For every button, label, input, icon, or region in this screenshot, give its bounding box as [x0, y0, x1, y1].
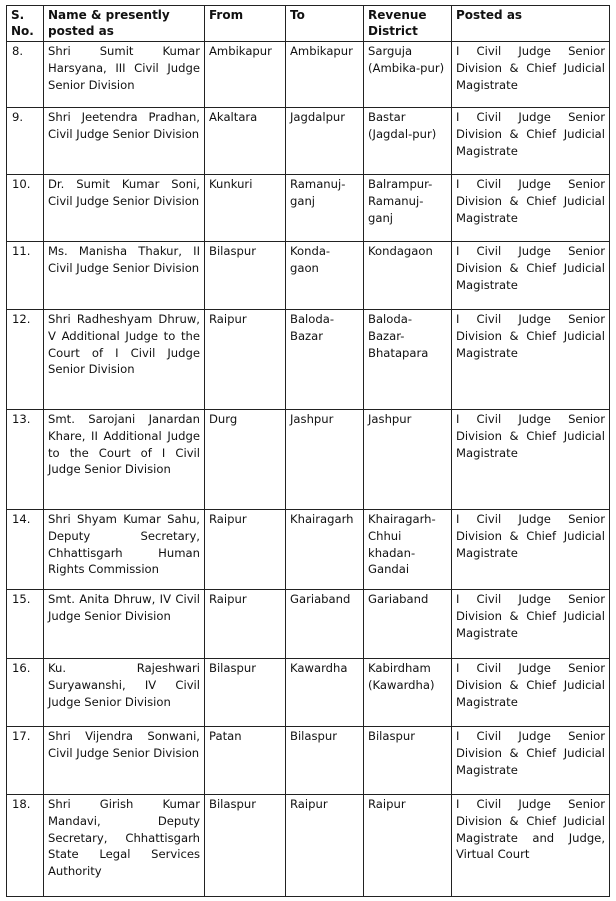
cell-from: Kunkuri: [205, 175, 286, 242]
cell-posted: I Civil Judge Senior Division & Chief Judicial Magistrate: [452, 659, 610, 727]
table-row: [7, 795, 610, 897]
cell-name: Shri Vijendra Sonwani, Civil Judge Senior Division: [44, 727, 205, 795]
header-posted: Posted as: [452, 6, 610, 42]
cell-name: Smt. Sarojani Janardan Khare, II Additional Judge to the Court of I Civil Judge Senior Division: [44, 410, 205, 510]
cell-to: Konda-gaon: [286, 242, 364, 310]
cell-to: Raipur: [286, 795, 364, 897]
cell-from: Raipur: [205, 590, 286, 659]
cell-sno: 10.: [7, 175, 44, 242]
table-row: [7, 310, 610, 410]
cell-sno: 12.: [7, 310, 44, 410]
cell-district: Baloda-Bazar-Bhatapara: [364, 310, 452, 410]
cell-posted: I Civil Judge Senior Division & Chief Judicial Magistrate: [452, 590, 610, 659]
cell-from: Durg: [205, 410, 286, 510]
header-name: Name & presently posted as: [44, 6, 205, 42]
table-row: [7, 410, 610, 510]
header-from: From: [205, 6, 286, 42]
cell-sno: 14.: [7, 510, 44, 590]
header-to: To: [286, 6, 364, 42]
cell-name: Shri Radheshyam Dhruw, V Additional Judge to the Court of I Civil Judge Senior Division: [44, 310, 205, 410]
cell-from: Bilaspur: [205, 795, 286, 897]
cell-district: Balrampur-Ramanuj-ganj: [364, 175, 452, 242]
cell-posted: I Civil Judge Senior Division & Chief Judicial Magistrate: [452, 510, 610, 590]
cell-posted: I Civil Judge Senior Division & Chief Judicial Magistrate: [452, 242, 610, 310]
cell-from: Ambikapur: [205, 42, 286, 108]
cell-posted: I Civil Judge Senior Division & Chief Judicial Magistrate: [452, 310, 610, 410]
cell-to: Khairagarh: [286, 510, 364, 590]
cell-sno: 9.: [7, 108, 44, 175]
cell-posted: I Civil Judge Senior Division & Chief Judicial Magistrate: [452, 42, 610, 108]
table-row: [7, 242, 610, 310]
cell-from: Bilaspur: [205, 242, 286, 310]
cell-sno: 18.: [7, 795, 44, 897]
header-row: [7, 6, 610, 42]
cell-to: Bilaspur: [286, 727, 364, 795]
cell-district: Raipur: [364, 795, 452, 897]
cell-district: Kabirdham (Kawardha): [364, 659, 452, 727]
table-row: [7, 659, 610, 727]
cell-to: Gariaband: [286, 590, 364, 659]
cell-to: Jashpur: [286, 410, 364, 510]
cell-name: Ms. Manisha Thakur, II Civil Judge Senior Division: [44, 242, 205, 310]
table-row: [7, 590, 610, 659]
cell-district: Gariaband: [364, 590, 452, 659]
cell-sno: 16.: [7, 659, 44, 727]
cell-sno: 11.: [7, 242, 44, 310]
cell-district: Bastar (Jagdal-pur): [364, 108, 452, 175]
cell-from: Raipur: [205, 510, 286, 590]
cell-name: Smt. Anita Dhruw, IV Civil Judge Senior Division: [44, 590, 205, 659]
cell-to: Ambikapur: [286, 42, 364, 108]
cell-district: Kondagaon: [364, 242, 452, 310]
table-row: [7, 42, 610, 108]
header-district: Revenue District: [364, 6, 452, 42]
posting-table: [6, 5, 610, 897]
cell-sno: 15.: [7, 590, 44, 659]
cell-posted: I Civil Judge Senior Division & Chief Judicial Magistrate and Judge, Virtual Court: [452, 795, 610, 897]
table-row: [7, 175, 610, 242]
cell-name: Shri Sumit Kumar Harsyana, III Civil Judge Senior Division: [44, 42, 205, 108]
cell-to: Kawardha: [286, 659, 364, 727]
cell-to: Jagdalpur: [286, 108, 364, 175]
cell-sno: 13.: [7, 410, 44, 510]
cell-to: Ramanuj-ganj: [286, 175, 364, 242]
cell-district: Sarguja (Ambika-pur): [364, 42, 452, 108]
cell-name: Shri Girish Kumar Mandavi, Deputy Secretary, Chhattisgarh State Legal Services Authority: [44, 795, 205, 897]
cell-name: Shri Jeetendra Pradhan, Civil Judge Senior Division: [44, 108, 205, 175]
table-row: [7, 108, 610, 175]
cell-from: Raipur: [205, 310, 286, 410]
cell-sno: 17.: [7, 727, 44, 795]
cell-name: Dr. Sumit Kumar Soni, Civil Judge Senior Division: [44, 175, 205, 242]
cell-posted: I Civil Judge Senior Division & Chief Judicial Magistrate: [452, 410, 610, 510]
table-row: [7, 510, 610, 590]
cell-from: Bilaspur: [205, 659, 286, 727]
header-sno: S. No.: [7, 6, 44, 42]
cell-posted: I Civil Judge Senior Division & Chief Judicial Magistrate: [452, 108, 610, 175]
cell-posted: I Civil Judge Senior Division & Chief Judicial Magistrate: [452, 727, 610, 795]
cell-from: Patan: [205, 727, 286, 795]
cell-sno: 8.: [7, 42, 44, 108]
cell-posted: I Civil Judge Senior Division & Chief Judicial Magistrate: [452, 175, 610, 242]
cell-name: Shri Shyam Kumar Sahu, Deputy Secretary, Chhattisgarh Human Rights Commission: [44, 510, 205, 590]
table-row: [7, 727, 610, 795]
cell-district: Bilaspur: [364, 727, 452, 795]
cell-to: Baloda-Bazar: [286, 310, 364, 410]
cell-from: Akaltara: [205, 108, 286, 175]
cell-district: Khairagarh-Chhui khadan-Gandai: [364, 510, 452, 590]
cell-name: Ku. Rajeshwari Suryawanshi, IV Civil Judge Senior Division: [44, 659, 205, 727]
cell-district: Jashpur: [364, 410, 452, 510]
